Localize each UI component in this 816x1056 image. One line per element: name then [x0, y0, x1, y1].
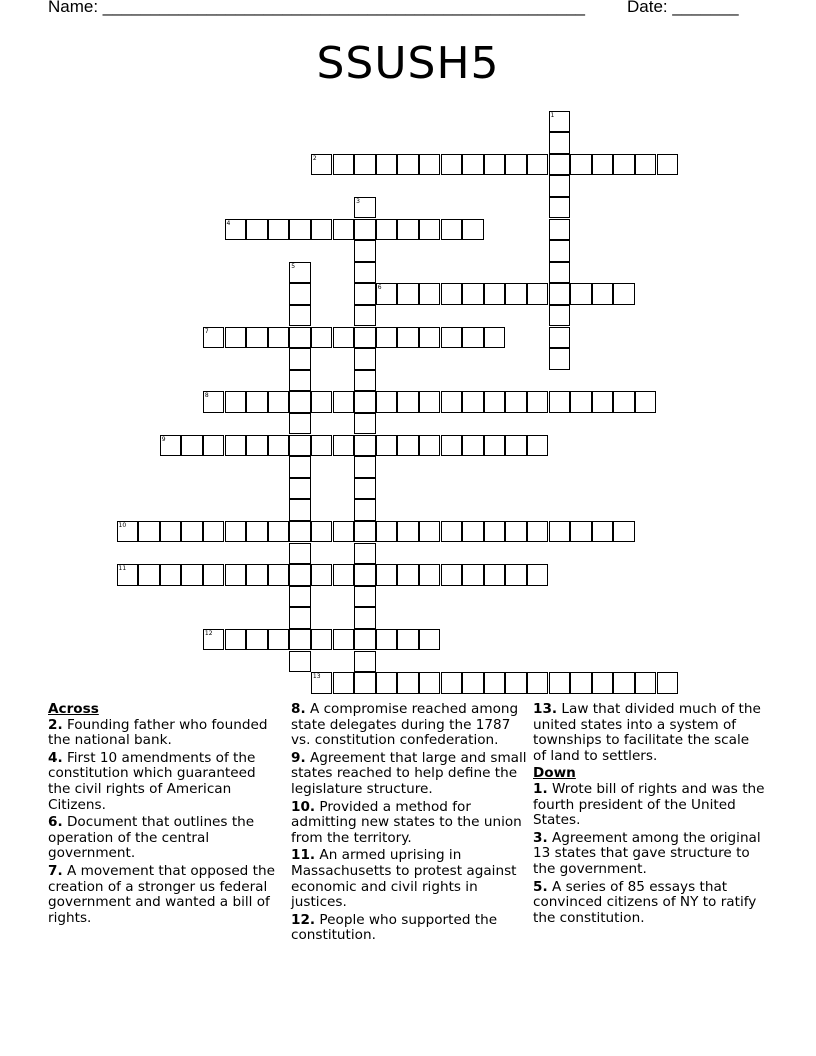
grid-cell[interactable]	[268, 435, 290, 457]
grid-cell[interactable]	[397, 672, 419, 694]
grid-cell[interactable]	[462, 521, 484, 543]
grid-cell[interactable]	[311, 391, 333, 413]
clue-number: 11.	[291, 847, 316, 864]
clue-text: A movement that opposed the creation of a stronger us federal government and wanted a bill of rights.	[48, 862, 275, 926]
grid-cell[interactable]	[268, 629, 290, 651]
grid-cell[interactable]	[354, 456, 376, 478]
grid-cell[interactable]	[419, 391, 441, 413]
clue-across-12	[291, 913, 527, 944]
grid-cell[interactable]	[225, 564, 247, 586]
grid-cell[interactable]	[592, 283, 614, 305]
grid-cell[interactable]	[484, 435, 506, 457]
grid-cell[interactable]	[289, 391, 311, 413]
cell-number: 2	[312, 154, 317, 162]
clue-number: 1.	[533, 780, 548, 797]
grid-cell[interactable]	[613, 672, 635, 694]
grid-cell[interactable]	[397, 521, 419, 543]
grid-cell[interactable]	[333, 629, 355, 651]
grid-cell[interactable]	[527, 564, 549, 586]
grid-cell[interactable]	[289, 348, 311, 370]
grid-cell[interactable]	[289, 521, 311, 543]
grid-cell[interactable]	[397, 327, 419, 349]
grid-cell[interactable]	[354, 586, 376, 608]
grid-cell[interactable]	[246, 629, 268, 651]
grid-cell[interactable]	[289, 305, 311, 327]
grid-cell[interactable]	[333, 521, 355, 543]
grid-cell[interactable]	[462, 154, 484, 176]
cell-number: 8	[204, 392, 209, 400]
cell-number: 5	[291, 262, 296, 270]
grid-cell[interactable]	[203, 327, 225, 349]
grid-cell[interactable]	[268, 564, 290, 586]
grid-cell[interactable]	[289, 435, 311, 457]
grid-cell[interactable]	[160, 521, 182, 543]
grid-cell[interactable]	[549, 348, 571, 370]
grid-cell[interactable]	[462, 283, 484, 305]
clue-number: 5.	[533, 878, 548, 895]
grid-cell[interactable]	[246, 435, 268, 457]
grid-cell[interactable]	[570, 521, 592, 543]
grid-cell[interactable]	[549, 219, 571, 241]
grid-cell[interactable]	[311, 327, 333, 349]
grid-cell[interactable]	[484, 154, 506, 176]
grid-cell[interactable]	[289, 543, 311, 565]
clue-across-4	[48, 751, 280, 813]
cell-number: 4	[226, 219, 231, 227]
grid-cell[interactable]	[527, 154, 549, 176]
grid-cell[interactable]	[376, 283, 398, 305]
grid-cell[interactable]	[549, 327, 571, 349]
grid-cell[interactable]	[354, 391, 376, 413]
grid-cell[interactable]	[246, 391, 268, 413]
grid-cell[interactable]	[570, 154, 592, 176]
grid-cell[interactable]	[225, 629, 247, 651]
clue-column-1	[48, 702, 280, 928]
grid-cell[interactable]	[138, 521, 160, 543]
grid-cell[interactable]	[419, 154, 441, 176]
grid-cell[interactable]	[354, 672, 376, 694]
grid-cell[interactable]	[289, 262, 311, 284]
grid-cell[interactable]	[419, 327, 441, 349]
grid-cell[interactable]	[289, 651, 311, 673]
grid-cell[interactable]	[203, 435, 225, 457]
grid-cell[interactable]	[376, 564, 398, 586]
grid-cell[interactable]	[376, 154, 398, 176]
grid-cell[interactable]	[397, 564, 419, 586]
grid-cell[interactable]	[484, 672, 506, 694]
grid-cell[interactable]	[333, 672, 355, 694]
grid-cell[interactable]	[613, 154, 635, 176]
grid-cell[interactable]	[354, 348, 376, 370]
grid-cell[interactable]	[354, 262, 376, 284]
clue-across-9	[291, 751, 527, 798]
clue-across-8	[291, 702, 527, 749]
grid-cell[interactable]	[484, 391, 506, 413]
clue-across-10	[291, 800, 527, 847]
grid-cell[interactable]	[462, 327, 484, 349]
grid-cell[interactable]	[333, 564, 355, 586]
grid-cell[interactable]	[397, 154, 419, 176]
clue-across-2	[48, 718, 280, 749]
clue-text: Document that outlines the operation of the central government.	[48, 814, 255, 862]
grid-cell[interactable]	[441, 564, 463, 586]
grid-cell[interactable]	[549, 391, 571, 413]
clue-across-13	[533, 702, 765, 764]
grid-cell[interactable]	[333, 327, 355, 349]
grid-cell[interactable]	[397, 435, 419, 457]
cell-number: 9	[161, 435, 166, 443]
grid-cell[interactable]	[484, 564, 506, 586]
clue-across-6	[48, 815, 280, 862]
grid-cell[interactable]	[549, 197, 571, 219]
clue-number: 8.	[291, 701, 306, 717]
grid-cell[interactable]	[117, 564, 139, 586]
grid-cell[interactable]	[527, 435, 549, 457]
grid-cell[interactable]	[419, 219, 441, 241]
grid-cell[interactable]	[181, 564, 203, 586]
grid-cell[interactable]	[203, 564, 225, 586]
grid-cell[interactable]	[268, 521, 290, 543]
grid-cell[interactable]	[246, 521, 268, 543]
clue-text: A series of 85 essays that convinced citizens of NY to ratify the constitution.	[533, 878, 757, 926]
grid-cell[interactable]	[570, 391, 592, 413]
grid-cell[interactable]	[354, 543, 376, 565]
grid-cell[interactable]	[484, 283, 506, 305]
grid-cell[interactable]	[462, 435, 484, 457]
clue-number: 12.	[291, 911, 316, 928]
clue-text: Agreement that large and small states reached to help define the legislature structure.	[291, 749, 527, 797]
grid-cell[interactable]	[462, 564, 484, 586]
grid-cell[interactable]	[311, 219, 333, 241]
grid-cell[interactable]	[397, 219, 419, 241]
grid-cell[interactable]	[203, 521, 225, 543]
grid-cell[interactable]	[549, 283, 571, 305]
grid-cell[interactable]	[289, 478, 311, 500]
grid-cell[interactable]	[549, 521, 571, 543]
grid-cell[interactable]	[354, 564, 376, 586]
grid-cell[interactable]	[138, 564, 160, 586]
grid-cell[interactable]	[289, 370, 311, 392]
grid-cell[interactable]	[289, 456, 311, 478]
cell-number: 10	[118, 521, 127, 529]
puzzle-title: SSUSH5	[316, 38, 500, 89]
grid-cell[interactable]	[354, 607, 376, 629]
grid-cell[interactable]	[592, 391, 614, 413]
clue-number: 6.	[48, 814, 63, 831]
clue-across-11	[291, 848, 527, 910]
clue-text: An armed uprising in Massachusetts to protest against economic and civil rights in justices.	[291, 847, 517, 911]
grid-cell[interactable]	[376, 672, 398, 694]
grid-cell[interactable]	[635, 154, 657, 176]
grid-cell[interactable]	[376, 435, 398, 457]
cell-number: 6	[377, 284, 382, 292]
clue-number: 7.	[48, 862, 63, 879]
grid-cell[interactable]	[333, 154, 355, 176]
cell-number: 13	[312, 673, 321, 681]
clue-column-2	[291, 702, 527, 946]
grid-cell[interactable]	[289, 564, 311, 586]
grid-cell[interactable]	[311, 435, 333, 457]
grid-cell[interactable]	[354, 521, 376, 543]
clue-column-3	[533, 702, 765, 928]
grid-cell[interactable]	[592, 154, 614, 176]
grid-cell[interactable]	[289, 283, 311, 305]
grid-cell[interactable]	[376, 521, 398, 543]
grid-cell[interactable]	[181, 521, 203, 543]
grid-cell[interactable]	[527, 283, 549, 305]
grid-cell[interactable]	[333, 391, 355, 413]
grid-cell[interactable]	[354, 219, 376, 241]
clue-text: People who supported the constitution.	[291, 911, 498, 944]
grid-cell[interactable]	[462, 219, 484, 241]
clue-number: 3.	[533, 829, 548, 846]
grid-cell[interactable]	[527, 521, 549, 543]
grid-cell[interactable]	[203, 391, 225, 413]
grid-cell[interactable]	[289, 499, 311, 521]
grid-cell[interactable]	[505, 672, 527, 694]
clue-text: Agreement among the original 13 states that gave structure to the government.	[533, 829, 761, 877]
grid-cell[interactable]	[225, 521, 247, 543]
grid-cell[interactable]	[505, 564, 527, 586]
grid-cell[interactable]	[505, 391, 527, 413]
cell-number: 7	[204, 327, 209, 335]
grid-cell[interactable]	[505, 283, 527, 305]
grid-cell[interactable]	[376, 391, 398, 413]
grid-cell[interactable]	[441, 435, 463, 457]
clue-number: 10.	[291, 798, 316, 815]
grid-cell[interactable]	[160, 435, 182, 457]
grid-cell[interactable]	[613, 283, 635, 305]
grid-cell[interactable]	[397, 283, 419, 305]
clue-text: A compromise reached among state delegates during the 1787 vs. constitution confederation.	[291, 701, 519, 749]
grid-cell[interactable]	[117, 521, 139, 543]
grid-cell[interactable]	[354, 413, 376, 435]
grid-cell[interactable]	[549, 154, 571, 176]
grid-cell[interactable]	[268, 327, 290, 349]
grid-cell[interactable]	[246, 219, 268, 241]
cell-number: 3	[356, 197, 360, 205]
clue-text: Provided a method for admitting new states to the union from the territory.	[291, 798, 522, 846]
grid-cell[interactable]	[354, 651, 376, 673]
grid-cell[interactable]	[419, 521, 441, 543]
cell-number: 1	[550, 111, 555, 119]
grid-cell[interactable]	[354, 499, 376, 521]
grid-cell[interactable]	[549, 672, 571, 694]
grid-cell[interactable]	[354, 240, 376, 262]
grid-cell[interactable]	[225, 391, 247, 413]
grid-cell[interactable]	[289, 607, 311, 629]
grid-cell[interactable]	[549, 111, 571, 133]
grid-cell[interactable]	[203, 629, 225, 651]
down-heading: Down	[533, 765, 576, 782]
grid-cell[interactable]	[441, 391, 463, 413]
grid-cell[interactable]	[289, 586, 311, 608]
grid-cell[interactable]	[311, 672, 333, 694]
grid-cell[interactable]	[354, 435, 376, 457]
grid-cell[interactable]	[181, 435, 203, 457]
grid-cell[interactable]	[441, 283, 463, 305]
grid-cell[interactable]	[160, 564, 182, 586]
grid-cell[interactable]	[484, 521, 506, 543]
grid-cell[interactable]	[246, 327, 268, 349]
across-heading: Across	[48, 701, 99, 717]
grid-cell[interactable]	[592, 521, 614, 543]
grid-cell[interactable]	[268, 219, 290, 241]
grid-cell[interactable]	[505, 521, 527, 543]
clue-number: 2.	[48, 716, 63, 733]
grid-cell[interactable]	[376, 219, 398, 241]
grid-cell[interactable]	[333, 219, 355, 241]
clue-text: Law that divided much of the united states into a system of townships to facilitate the scale of land to settlers.	[533, 701, 761, 764]
clue-down-5	[533, 880, 765, 927]
grid-cell[interactable]	[549, 240, 571, 262]
clue-number: 4.	[48, 749, 63, 766]
grid-cell[interactable]	[311, 521, 333, 543]
clue-number: 13.	[533, 701, 558, 717]
grid-cell[interactable]	[268, 391, 290, 413]
grid-cell[interactable]	[613, 521, 635, 543]
grid-cell[interactable]	[246, 564, 268, 586]
grid-cell[interactable]	[419, 672, 441, 694]
grid-cell[interactable]	[289, 629, 311, 651]
grid-cell[interactable]	[354, 305, 376, 327]
grid-cell[interactable]	[505, 435, 527, 457]
grid-cell[interactable]	[354, 478, 376, 500]
grid-cell[interactable]	[225, 435, 247, 457]
grid-cell[interactable]	[505, 154, 527, 176]
grid-cell[interactable]	[311, 154, 333, 176]
cell-number: 12	[204, 629, 213, 637]
grid-cell[interactable]	[441, 672, 463, 694]
grid-cell[interactable]	[549, 132, 571, 154]
grid-cell[interactable]	[570, 672, 592, 694]
grid-cell[interactable]	[549, 262, 571, 284]
grid-cell[interactable]	[354, 283, 376, 305]
grid-cell[interactable]	[657, 154, 679, 176]
grid-cell[interactable]	[549, 305, 571, 327]
clue-text: Founding father who founded the national bank.	[48, 716, 268, 749]
grid-cell[interactable]	[419, 283, 441, 305]
grid-cell[interactable]	[441, 327, 463, 349]
grid-cell[interactable]	[462, 672, 484, 694]
grid-cell[interactable]	[376, 327, 398, 349]
cell-number: 11	[118, 565, 127, 573]
name-field[interactable]: Name: ___________________________________________________	[48, 0, 585, 16]
grid-cell[interactable]	[657, 672, 679, 694]
grid-cell[interactable]	[354, 197, 376, 219]
grid-cell[interactable]	[354, 327, 376, 349]
grid-cell[interactable]	[613, 391, 635, 413]
grid-cell[interactable]	[527, 672, 549, 694]
grid-cell[interactable]	[441, 219, 463, 241]
grid-cell[interactable]	[289, 327, 311, 349]
grid-cell[interactable]	[311, 564, 333, 586]
grid-cell[interactable]	[397, 391, 419, 413]
clue-down-1	[533, 782, 765, 829]
grid-cell[interactable]	[354, 629, 376, 651]
grid-cell[interactable]	[225, 219, 247, 241]
grid-cell[interactable]	[441, 521, 463, 543]
grid-cell[interactable]	[570, 283, 592, 305]
clue-down-3	[533, 831, 765, 878]
grid-cell[interactable]	[376, 629, 398, 651]
grid-cell[interactable]	[419, 629, 441, 651]
grid-cell[interactable]	[419, 564, 441, 586]
grid-cell[interactable]	[311, 629, 333, 651]
grid-cell[interactable]	[333, 435, 355, 457]
clue-text: First 10 amendments of the constitution which guaranteed the civil rights of American Citizens.	[48, 749, 256, 813]
grid-cell[interactable]	[635, 391, 657, 413]
clue-across-7	[48, 864, 280, 926]
grid-cell[interactable]	[635, 672, 657, 694]
grid-cell[interactable]	[419, 435, 441, 457]
grid-cell[interactable]	[549, 175, 571, 197]
grid-cell[interactable]	[527, 391, 549, 413]
grid-cell[interactable]	[354, 370, 376, 392]
date-field[interactable]: Date: _______	[627, 0, 739, 16]
grid-cell[interactable]	[441, 154, 463, 176]
grid-cell[interactable]	[225, 327, 247, 349]
grid-cell[interactable]	[289, 219, 311, 241]
clue-text: Wrote bill of rights and was the fourth president of the United States.	[533, 780, 765, 829]
grid-cell[interactable]	[592, 672, 614, 694]
clue-number: 9.	[291, 749, 306, 766]
grid-cell[interactable]	[397, 629, 419, 651]
grid-cell[interactable]	[289, 413, 311, 435]
grid-cell[interactable]	[484, 327, 506, 349]
grid-cell[interactable]	[462, 391, 484, 413]
grid-cell[interactable]	[354, 154, 376, 176]
